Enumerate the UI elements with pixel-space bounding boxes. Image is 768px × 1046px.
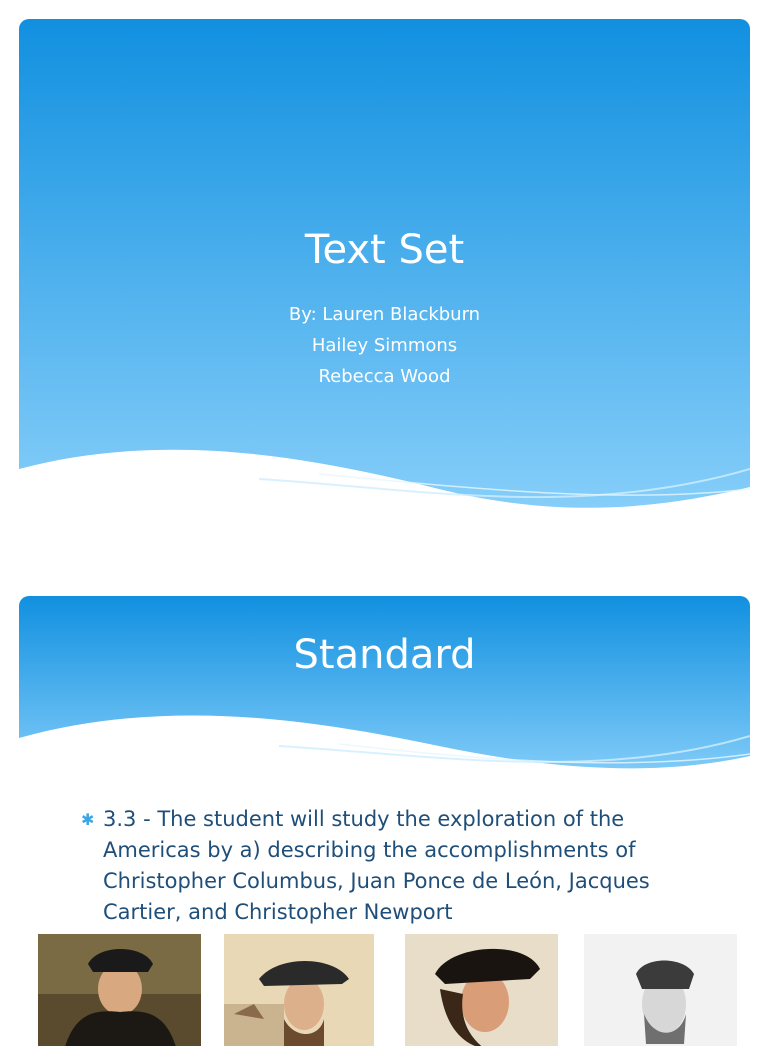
cartier-portrait: [405, 934, 558, 1046]
standard-bullet: [81, 804, 691, 928]
slide-title: Text Set: [304, 227, 465, 273]
byline-author-1: By: Lauren Blackburn: [288, 304, 481, 325]
byline-author-3: Rebecca Wood: [318, 366, 451, 387]
asterisk-bullet-icon: ✱: [81, 810, 95, 829]
standard-slide: [19, 596, 750, 1046]
ponce-de-leon-portrait: [224, 934, 374, 1046]
byline-author-2: Hailey Simmons: [311, 335, 458, 356]
slide-title: Standard: [293, 632, 476, 678]
columbus-portrait: [38, 934, 201, 1046]
slide-header-background: [19, 596, 750, 796]
standard-text: 3.3 - The student will study the exploration of the Americas by a) describing the accomplishments of Christopher Columbus, Juan Ponce de León, Jacques Cartier, and Christopher Newport: [103, 807, 650, 924]
newport-portrait: [584, 934, 737, 1046]
title-slide: [19, 19, 750, 549]
slide-background: [19, 19, 750, 549]
